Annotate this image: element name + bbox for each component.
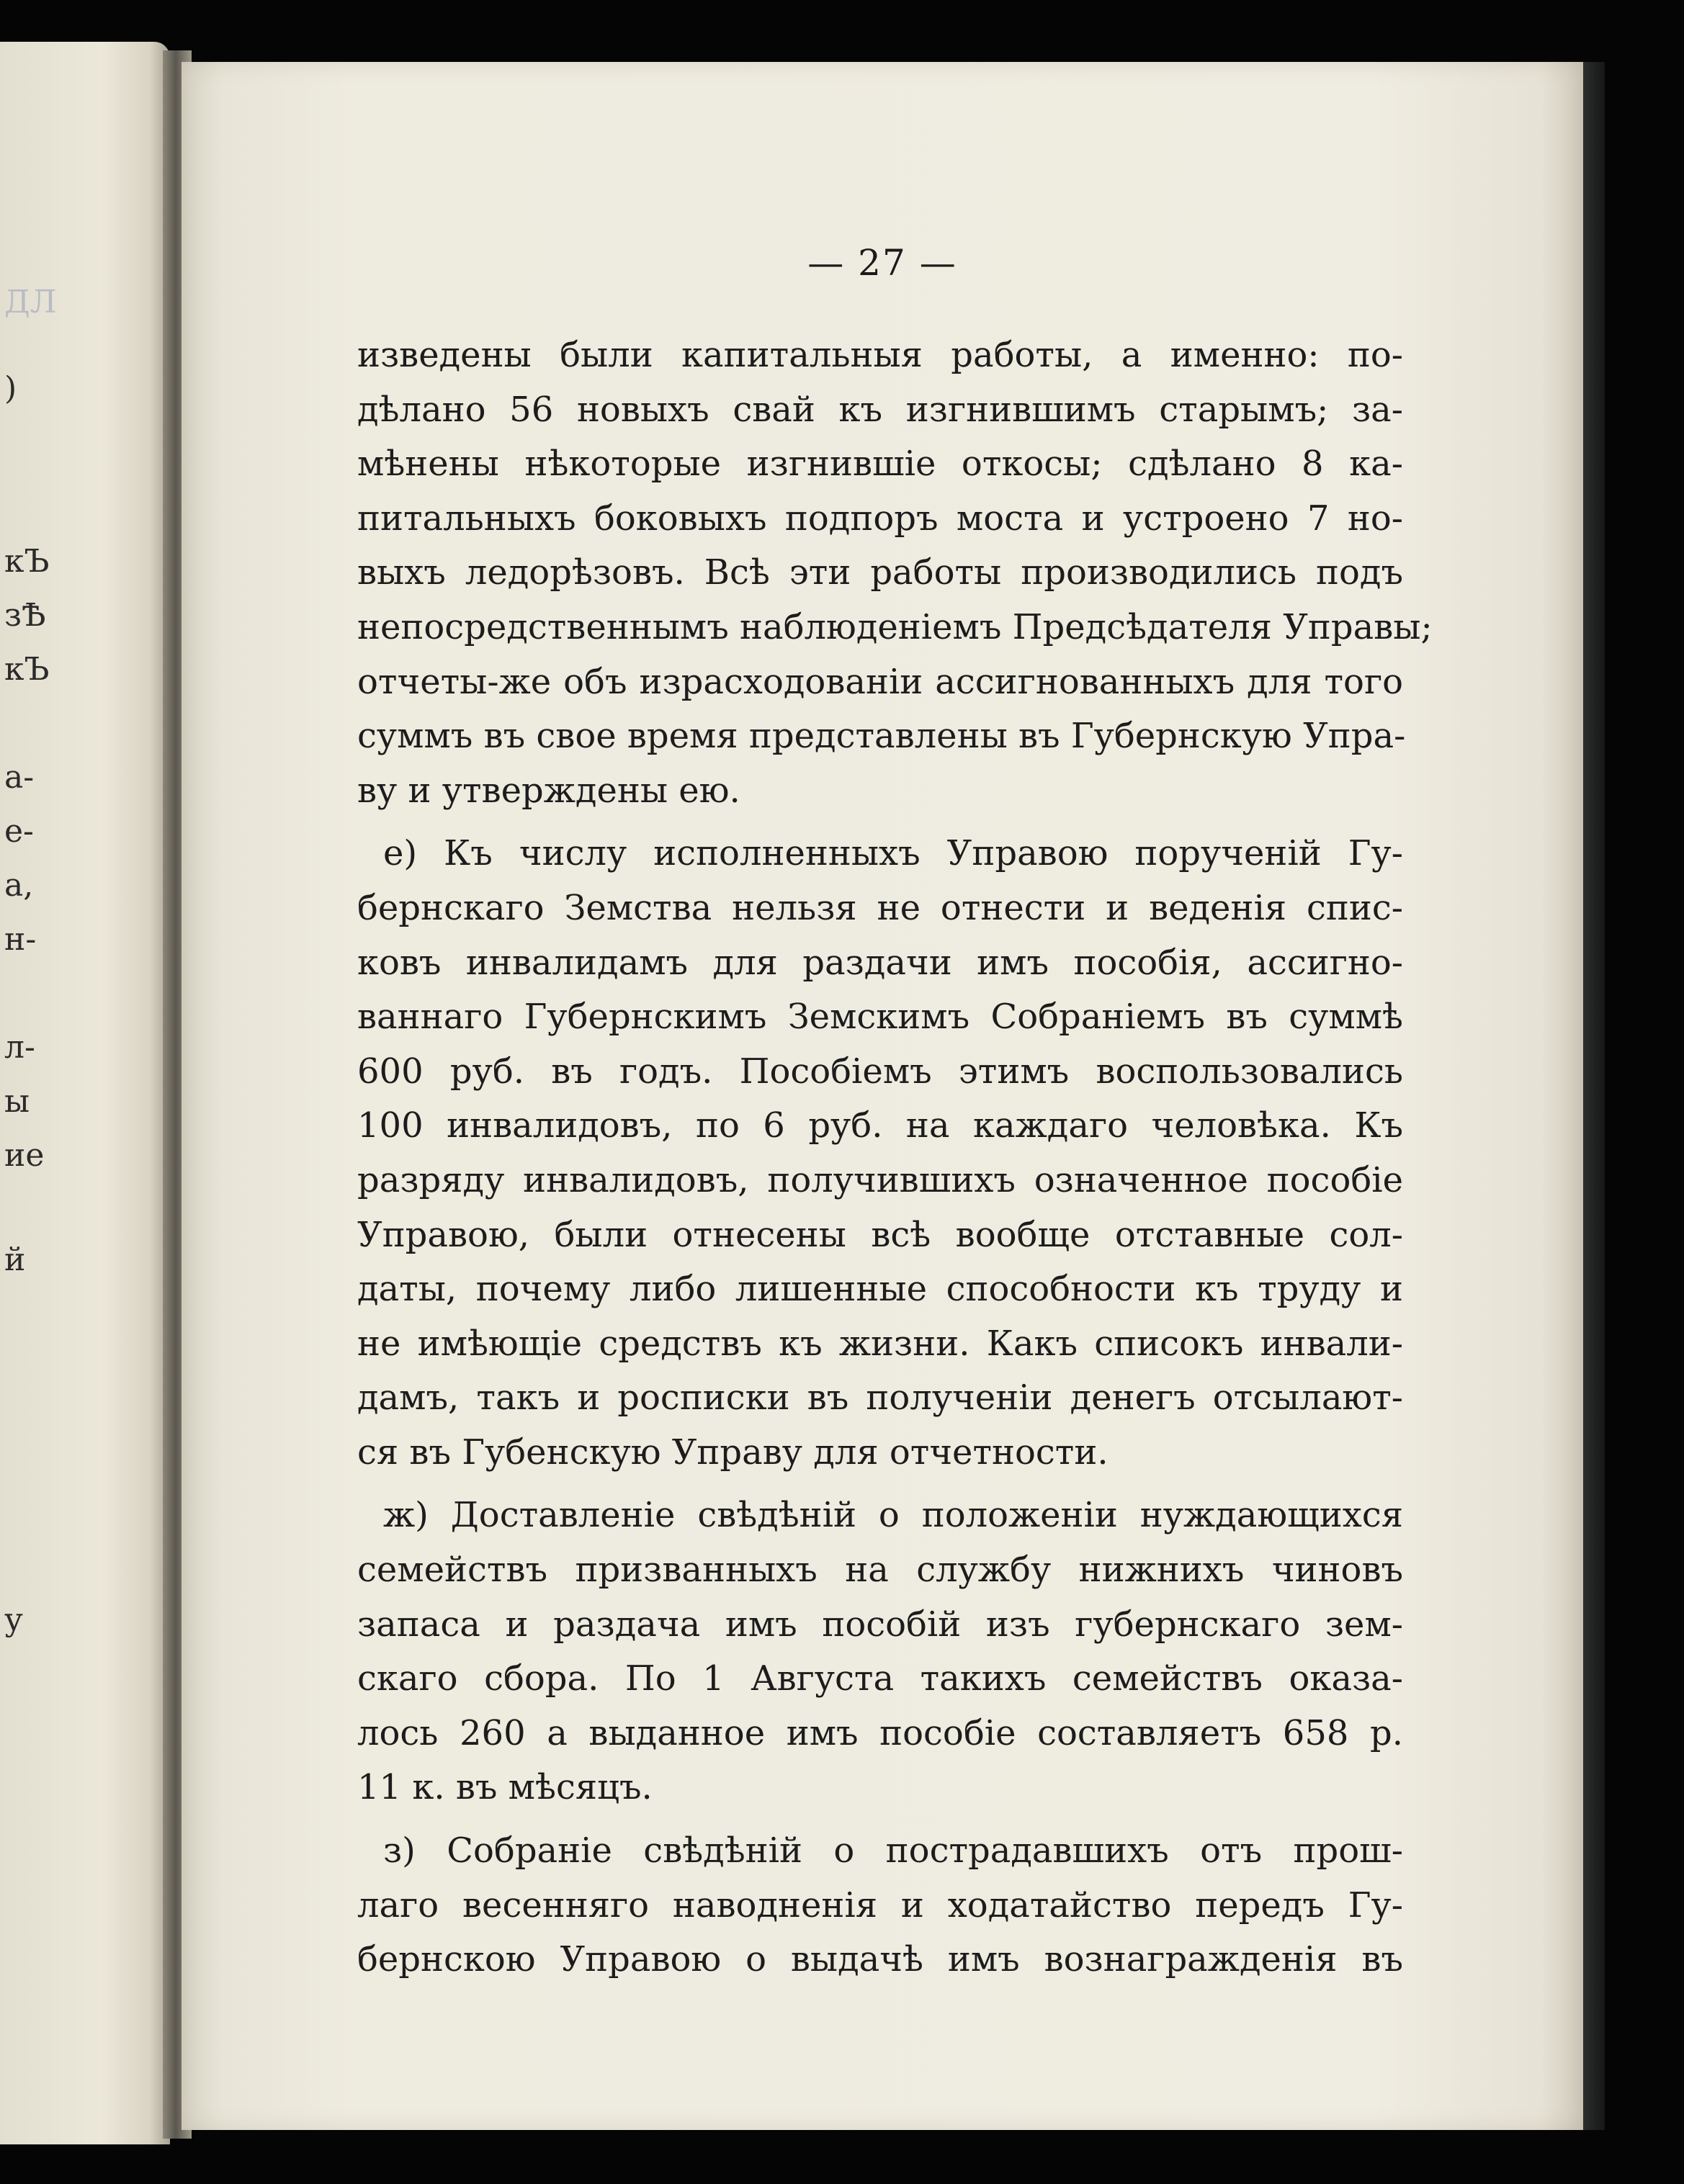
text-line: ковъ инвалидамъ для раздачи имъ пособія, ассигно- — [357, 942, 1403, 983]
text-line: семействъ призванныхъ на службу нижнихъ чиновъ — [357, 1550, 1403, 1591]
page-number: — 27 — — [807, 242, 957, 284]
left-page-text-fragment: л- — [4, 1029, 35, 1066]
left-page-text-fragment: зѢ — [4, 597, 46, 634]
left-facing-page-edge — [0, 42, 170, 2144]
text-line: ж) Доставленіе свѣдѣній о положеніи нуждающихся — [383, 1495, 1403, 1536]
left-page-text-fragment: й — [4, 1241, 26, 1278]
text-line: мѣнены нѣкоторые изгнившіе откосы; сдѣлано 8 ка- — [357, 444, 1403, 485]
text-line: питальныхъ боковыхъ подпоръ моста и устроено 7 но- — [357, 498, 1403, 539]
text-line: ся въ Губенскую Управу для отчетности. — [357, 1432, 1109, 1473]
left-page-text-fragment: ие — [4, 1137, 45, 1174]
page-body-text — [357, 328, 1433, 1987]
text-line: запаса и раздача имъ пособій изъ губернскаго зем- — [357, 1604, 1403, 1645]
text-line: лаго весенняго наводненія и ходатайство передъ Гу- — [357, 1884, 1403, 1925]
text-line: е) Къ числу исполненныхъ Управою порученій Гу- — [383, 833, 1403, 874]
text-line: лось 260 а выданное имъ пособіе составляетъ 658 р. — [357, 1712, 1403, 1753]
text-line: суммъ въ свое время представлены въ Губернскую Упра- — [357, 716, 1406, 757]
text-line: 11 к. въ мѣсяцъ. — [357, 1767, 653, 1808]
paragraph-gap — [357, 818, 1403, 827]
book-page — [182, 62, 1583, 2130]
left-page-text-fragment: е- — [4, 813, 34, 850]
text-line: бернскою Управою о выдачѣ имъ вознагражденія въ — [357, 1939, 1403, 1980]
text-line: дамъ, такъ и росписки въ полученіи денегъ отсылают- — [357, 1378, 1403, 1419]
left-page-text-fragment: ДЛ — [4, 284, 57, 320]
book-cover-edge — [1583, 62, 1605, 2130]
text-line: з) Собраніе свѣдѣній о пострадавшихъ отъ прош- — [383, 1830, 1403, 1871]
paragraph-gap — [357, 1815, 1403, 1824]
left-page-text-fragment: ы — [4, 1083, 30, 1120]
text-line: даты, почему либо лишенные способности къ труду и — [357, 1269, 1403, 1310]
left-page-text-fragment: ) — [4, 370, 17, 407]
left-page-text-fragment: у — [4, 1601, 23, 1638]
left-page-text-fragment: а- — [4, 759, 35, 796]
text-line: ву и утверждены ею. — [357, 770, 740, 811]
text-line: ваннаго Губернскимъ Земскимъ Собраніемъ въ суммѣ — [357, 997, 1403, 1038]
text-line: непосредственнымъ наблюденіемъ Предсѣдателя Управы; — [357, 606, 1433, 647]
text-line: отчеты-же объ израсходованіи ассигнованныхъ для того — [357, 661, 1403, 702]
text-line: выхъ ледорѣзовъ. Всѣ эти работы производились подъ — [357, 552, 1403, 593]
text-line: скаго сбора. По 1 Августа такихъ семействъ оказа- — [357, 1658, 1403, 1699]
text-line: 600 руб. въ годъ. Пособіемъ этимъ воспользовались — [357, 1051, 1403, 1092]
paragraph-gap — [357, 1480, 1403, 1488]
text-line: разряду инвалидовъ, получившихъ означенное пособіе — [357, 1159, 1403, 1200]
text-line: 100 инвалидовъ, по 6 руб. на каждаго человѣка. Къ — [357, 1105, 1403, 1146]
text-line: не имѣющіе средствъ къ жизни. Какъ списокъ инвали- — [357, 1323, 1403, 1364]
text-line: бернскаго Земства нельзя не отнести и веденія спис- — [357, 887, 1403, 928]
left-page-text-fragment: а, — [4, 867, 34, 904]
left-page-text-fragment: кЪ — [4, 543, 50, 580]
left-page-text-fragment: н- — [4, 921, 37, 958]
text-line: изведены были капитальныя работы, а именно: по- — [357, 335, 1403, 375]
left-page-text-fragment: кЪ — [4, 651, 50, 688]
text-line: дѣлано 56 новыхъ свай къ изгнившимъ старымъ; за- — [357, 389, 1403, 430]
text-line: Управою, были отнесены всѣ вообще отставные сол- — [357, 1214, 1403, 1255]
